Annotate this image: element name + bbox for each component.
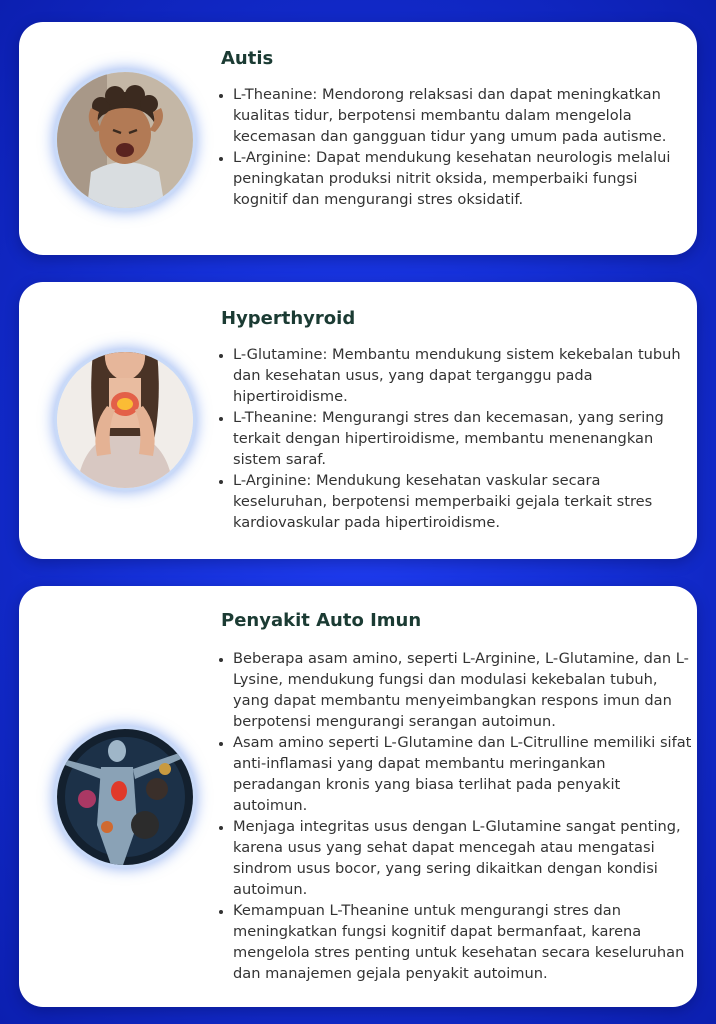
bullet-item: • Asam amino seperti L-Glutamine dan L-Citrulline memiliki sifat anti-inflamasi yang dapat membantu meringankan peradangan kronis yang biasa terlihat pada penyakit autoimun. — [233, 732, 693, 816]
bullet-item: • L-Theanine: Mengurangi stres dan kecemasan, yang sering terkait dengan hipertiroidisme, membantu menenangkan sistem saraf. — [233, 407, 693, 470]
bullet-item: • L-Theanine: Mendorong relaksasi dan dapat meningkatkan kualitas tidur, berpotensi membantu dalam mengelola kecemasan dan gangguan tidur yang umum pada autisme. — [233, 84, 693, 147]
section-card-autis — [19, 22, 697, 255]
bullet-list — [215, 344, 693, 533]
bullet-item: • L-Glutamine: Membantu mendukung sistem kekebalan tubuh dan kesehatan usus, yang dapat terganggu pada hipertiroidisme. — [233, 344, 693, 407]
bullet-list — [215, 84, 693, 210]
bullet-item: • L-Arginine: Mendukung kesehatan vaskular secara keseluruhan, berpotensi memperbaiki gejala terkait stres kardiovaskular pada hipertiroidisme. — [233, 470, 693, 533]
thyroid-neck-image — [57, 352, 193, 488]
section-card-hyperthyroid — [19, 282, 697, 559]
bullet-item: • L-Arginine: Dapat mendukung kesehatan neurologis melalui peningkatan produksi nitrit oksida, memperbaiki fungsi kognitif dan mengurangi stres oksidatif. — [233, 147, 693, 210]
crying-child-image — [57, 72, 193, 208]
section-title: Hyperthyroid — [221, 308, 356, 329]
section-title: Penyakit Auto Imun — [221, 610, 422, 631]
thyroid-neck-illustration — [57, 352, 193, 488]
section-title: Autis — [221, 48, 274, 69]
bullet-item: • Menjaga integritas usus dengan L-Glutamine sangat penting, karena usus yang sehat dapat mencegah atau mengatasi sindrom usus bocor, yang sering dikaitkan dengan kondisi autoimun. — [233, 816, 693, 900]
bullet-item: • Kemampuan L-Theanine untuk mengurangi stres dan meningkatkan fungsi kognitif dapat bermanfaat, karena mengelola stres penting untuk kesehatan secara keseluruhan dan manajemen gejala penyakit autoimun. — [233, 900, 693, 984]
bullet-item: • Beberapa asam amino, seperti L-Arginine, L-Glutamine, dan L-Lysine, mendukung fungsi dan modulasi kekebalan tubuh, yang dapat membantu menyeimbangkan respons imun dan berpotensi mengurangi serangan autoimun. — [233, 648, 693, 732]
section-card-autoimmune — [19, 586, 697, 1007]
immune-body-virus-image — [57, 729, 193, 865]
crying-child-illustration — [57, 72, 193, 208]
bullet-list — [215, 648, 693, 984]
immune-body-illustration — [57, 729, 193, 865]
